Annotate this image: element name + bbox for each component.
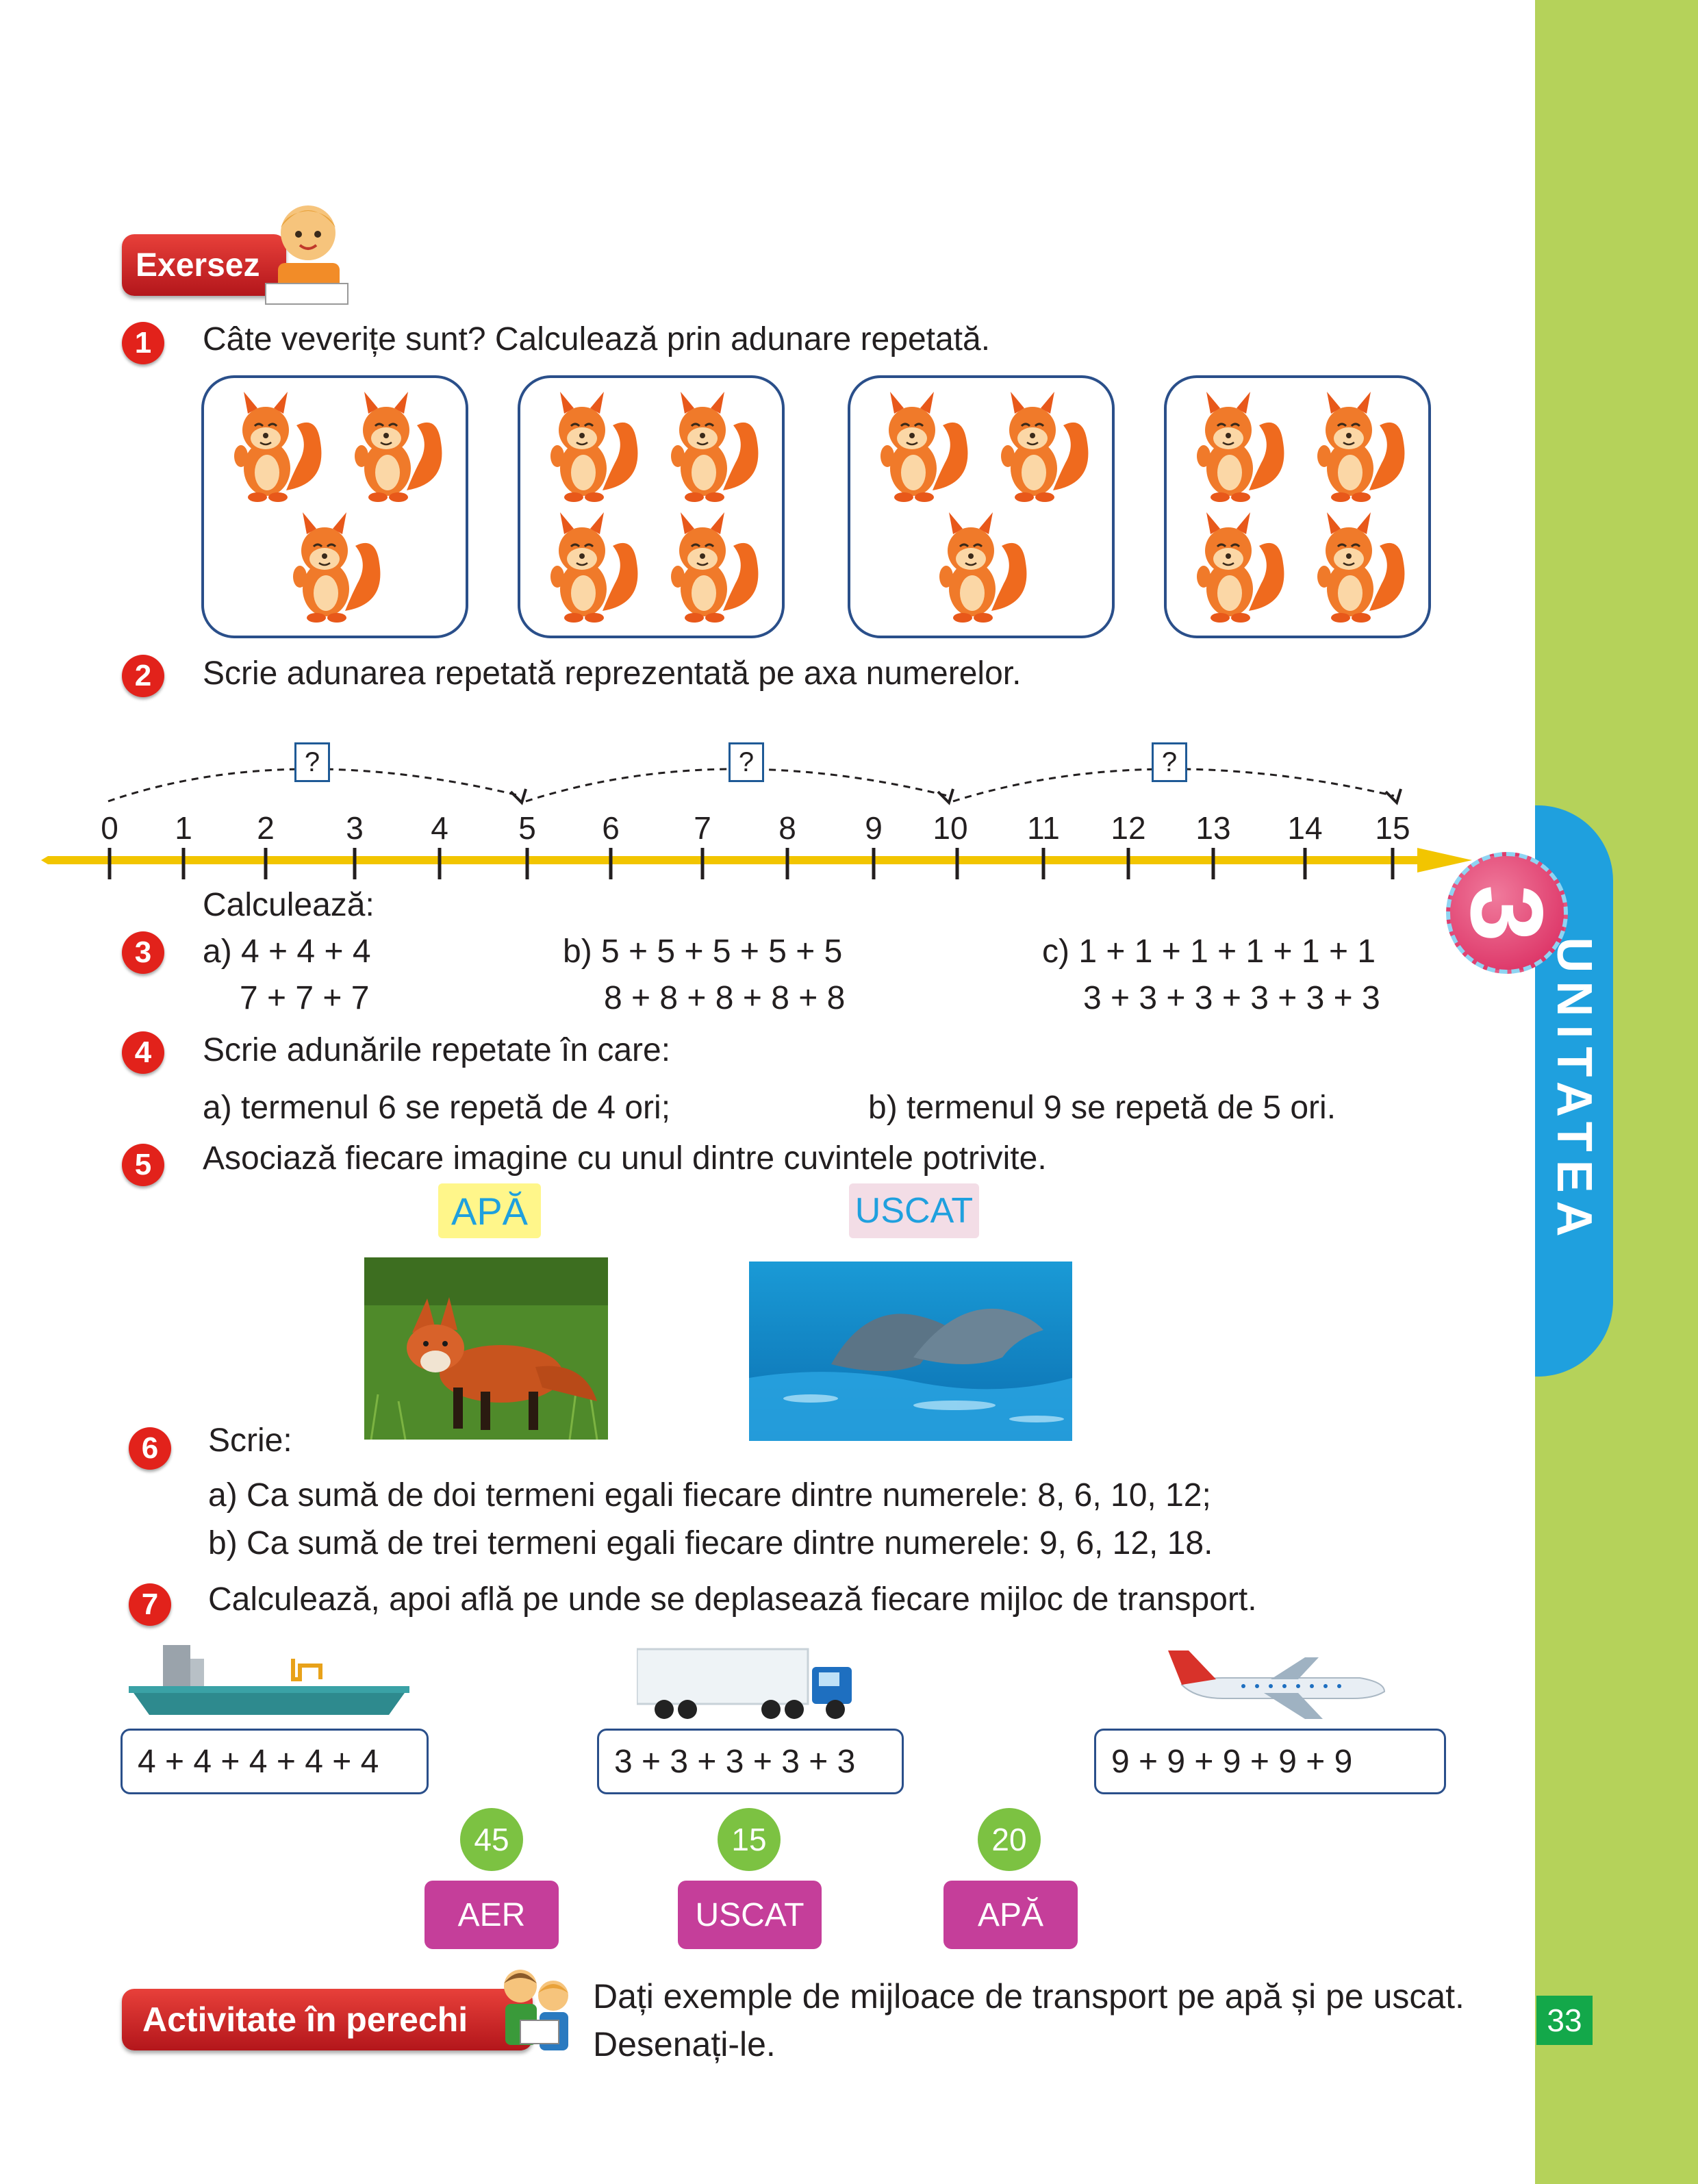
squirrel-icon	[1180, 388, 1290, 504]
activity-pairs-label: Activitate în perechi	[122, 1989, 533, 2050]
exercise-4-text: Scrie adunările repetate în care:	[203, 1032, 671, 1068]
exercise-4a: a) termenul 6 se repetă de 4 ori;	[203, 1090, 671, 1126]
place-aer-button[interactable]: AER	[424, 1881, 559, 1949]
squirrel-icon	[655, 388, 764, 504]
squirrel-icon	[1301, 388, 1410, 504]
tick-label: 5	[518, 810, 536, 846]
exercise-2-text: Scrie adunarea repetată reprezentată pe axa numerelor.	[203, 655, 1022, 692]
airplane-icon	[1168, 1644, 1386, 1719]
unit-label: UNITATEA	[1547, 937, 1601, 1245]
tick-label: 13	[1195, 810, 1231, 846]
squirrel-icon	[534, 508, 644, 625]
exercise-3-text: Calculează:	[203, 887, 375, 923]
result-circle-15[interactable]: 15	[718, 1808, 781, 1871]
jump-answer-box-2[interactable]: ?	[728, 742, 764, 782]
exercise-7-text: Calculează, apoi află pe unde se deplasează fiecare mijloc de transport.	[208, 1581, 1257, 1618]
place-uscat-button[interactable]: USCAT	[678, 1881, 822, 1949]
tick-label: 15	[1375, 810, 1410, 846]
exercise-number-3: 3	[122, 931, 164, 974]
exercise-number-1: 1	[122, 322, 164, 364]
squirrel-icon	[338, 388, 448, 504]
tick-label: 3	[346, 810, 364, 846]
exercise-5-text: Asociază fiecare imagine cu unul dintre cuvintele potrivite.	[203, 1140, 1047, 1177]
fox-photo	[364, 1257, 608, 1440]
squirrel-icon	[218, 388, 327, 504]
result-circle-45[interactable]: 45	[460, 1808, 523, 1871]
tick-label: 7	[694, 810, 711, 846]
tick-label: 10	[933, 810, 968, 846]
squirrel-icon	[655, 508, 764, 625]
exercise-3c-line2: 3 + 3 + 3 + 3 + 3 + 3	[1083, 980, 1380, 1016]
expression-box-ship[interactable]: 4 + 4 + 4 + 4 + 4	[121, 1729, 429, 1794]
exercise-4b: b) termenul 9 se repetă de 5 ori.	[868, 1090, 1336, 1126]
truck-icon	[637, 1642, 859, 1722]
expression-box-truck[interactable]: 3 + 3 + 3 + 3 + 3	[597, 1729, 904, 1794]
ship-icon	[129, 1638, 409, 1720]
squirrel-icon	[1180, 508, 1290, 625]
tick-label: 9	[865, 810, 883, 846]
tick-label: 12	[1111, 810, 1146, 846]
squirrel-icon	[277, 508, 386, 625]
unit-number-badge: 3	[1446, 852, 1568, 974]
exercise-number-7: 7	[129, 1583, 171, 1626]
exercise-3c-line1: c) 1 + 1 + 1 + 1 + 1 + 1	[1042, 933, 1376, 970]
exercise-6-text: Scrie:	[208, 1422, 292, 1459]
exercise-3a-line2: 7 + 7 + 7	[240, 980, 370, 1016]
exercise-number-4: 4	[122, 1031, 164, 1074]
exercise-6b: b) Ca sumă de trei termeni egali fiecare dintre numerele: 9, 6, 12, 18.	[208, 1525, 1213, 1561]
tick-label: 2	[257, 810, 275, 846]
exercise-number-6: 6	[129, 1427, 171, 1470]
dolphins-photo	[749, 1262, 1072, 1441]
exersez-label: Exersez	[122, 234, 286, 296]
tick-label: 4	[431, 810, 448, 846]
squirrel-group-4	[1164, 375, 1431, 638]
tick-label: 6	[602, 810, 620, 846]
jump-answer-box-1[interactable]: ?	[294, 742, 330, 782]
exercise-3b-line2: 8 + 8 + 8 + 8 + 8	[604, 980, 846, 1016]
exercise-6a: a) Ca sumă de doi termeni egali fiecare dintre numerele: 8, 6, 10, 12;	[208, 1477, 1211, 1514]
exercise-number-2: 2	[122, 655, 164, 697]
squirrel-icon	[534, 388, 644, 504]
word-uscat-label[interactable]: USCAT	[849, 1183, 979, 1238]
exercise-3a-line1: a) 4 + 4 + 4	[203, 933, 371, 970]
tick-label: 8	[778, 810, 796, 846]
jump-answer-box-3[interactable]: ?	[1152, 742, 1187, 782]
exercise-3b-line1: b) 5 + 5 + 5 + 5 + 5	[563, 933, 843, 970]
tick-label: 14	[1287, 810, 1323, 846]
squirrel-icon	[985, 388, 1094, 504]
page-number: 33	[1536, 1996, 1593, 2045]
squirrel-group-2	[518, 375, 785, 638]
number-line-jumps	[0, 726, 1534, 808]
activity-line-1: Dați exemple de mijloace de transport pe apă și pe uscat.	[593, 1977, 1465, 2016]
result-circle-20[interactable]: 20	[978, 1808, 1041, 1871]
exercise-1-text: Câte veverițe sunt? Calculează prin adunare repetată.	[203, 321, 991, 357]
children-reading-icon	[493, 1963, 579, 2059]
squirrel-group-1	[201, 375, 468, 638]
place-apa-button[interactable]: APĂ	[943, 1881, 1078, 1949]
activity-line-2: Desenați-le.	[593, 2025, 776, 2063]
word-apa-label[interactable]: APĂ	[438, 1183, 541, 1238]
expression-box-airplane[interactable]: 9 + 9 + 9 + 9 + 9	[1094, 1729, 1446, 1794]
tick-label: 1	[175, 810, 192, 846]
tick-label: 11	[1027, 810, 1060, 846]
exercise-number-5: 5	[122, 1144, 164, 1186]
tick-label: 0	[101, 810, 118, 846]
child-writing-icon	[260, 200, 352, 310]
number-line-axis	[41, 841, 1479, 882]
squirrel-icon	[864, 388, 974, 504]
squirrel-icon	[1301, 508, 1410, 625]
squirrel-icon	[923, 508, 1032, 625]
squirrel-group-3	[848, 375, 1115, 638]
